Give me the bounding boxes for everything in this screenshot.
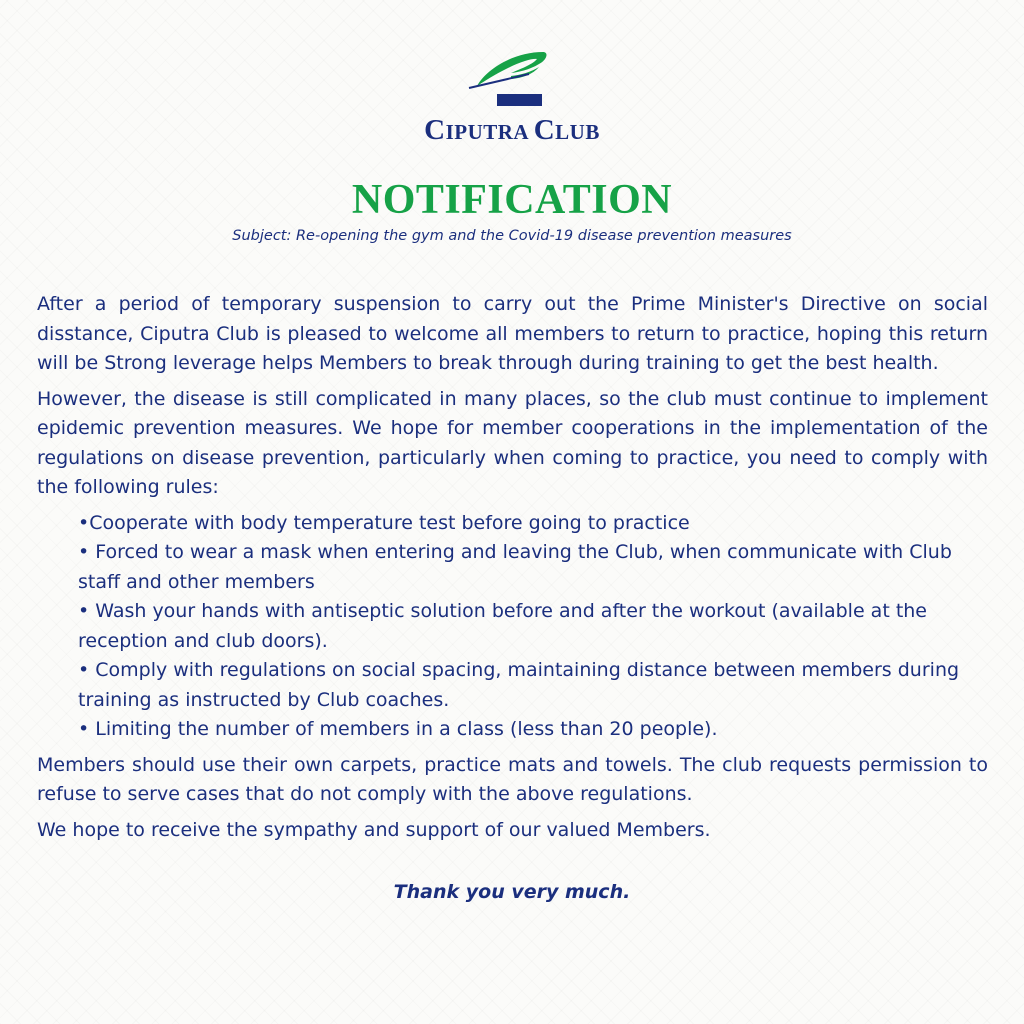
- thank-you-note: Thank you very much.: [393, 881, 631, 903]
- ciputra-swoosh-logo-icon: [467, 46, 557, 112]
- rules-list: [37, 509, 988, 745]
- brand-name: [0, 114, 1024, 147]
- rule-item: • Comply with regulations on social spacing, maintaining distance between members during training as instructed by Club coaches.: [78, 659, 960, 711]
- notice-title: NOTIFICATION: [351, 177, 673, 223]
- measures-paragraph: However, the disease is still complicated in many places, so the club must continue to implement epidemic prevention measures. We hope for member cooperations in the implementation of the regulations on disease prevention, particularly when coming to practice, you need to comply with the following rules:: [37, 387, 988, 498]
- equipment-paragraph: Members should use their own carpets, practice mats and towels. The club requests permission to refuse to serve cases that do not comply with the above regulations.: [37, 753, 988, 805]
- brand-initial-1: C: [424, 114, 446, 146]
- notice-body: [37, 290, 988, 851]
- rule-item: • Limiting the number of members in a class (less than 20 people).: [78, 718, 718, 740]
- brand-initial-2: C: [533, 114, 556, 146]
- brand-word-1: IPUTRA: [445, 120, 528, 144]
- rule-item: • Forced to wear a mask when entering and leaving the Club, when communicate with Club staff and other members: [78, 541, 952, 593]
- intro-paragraph: After a period of temporary suspension to carry out the Prime Minister's Directive on social disstance, Ciputra Club is pleased to welcome all members to return to practice, hoping this return will be Strong leverage helps Members to break through during training to get the best health.: [37, 293, 988, 374]
- club-logo: [0, 46, 1024, 112]
- support-paragraph: We hope to receive the sympathy and support of our valued Members.: [37, 818, 711, 841]
- rule-item: • Wash your hands with antiseptic solution before and after the workout (available at the reception and club doors).: [78, 600, 927, 652]
- rule-item: •Cooperate with body temperature test before going to practice: [78, 511, 690, 534]
- notice-subject: Subject: Re-opening the gym and the Covid-19 disease prevention measures: [232, 228, 792, 244]
- brand-word-2: LUB: [555, 120, 600, 144]
